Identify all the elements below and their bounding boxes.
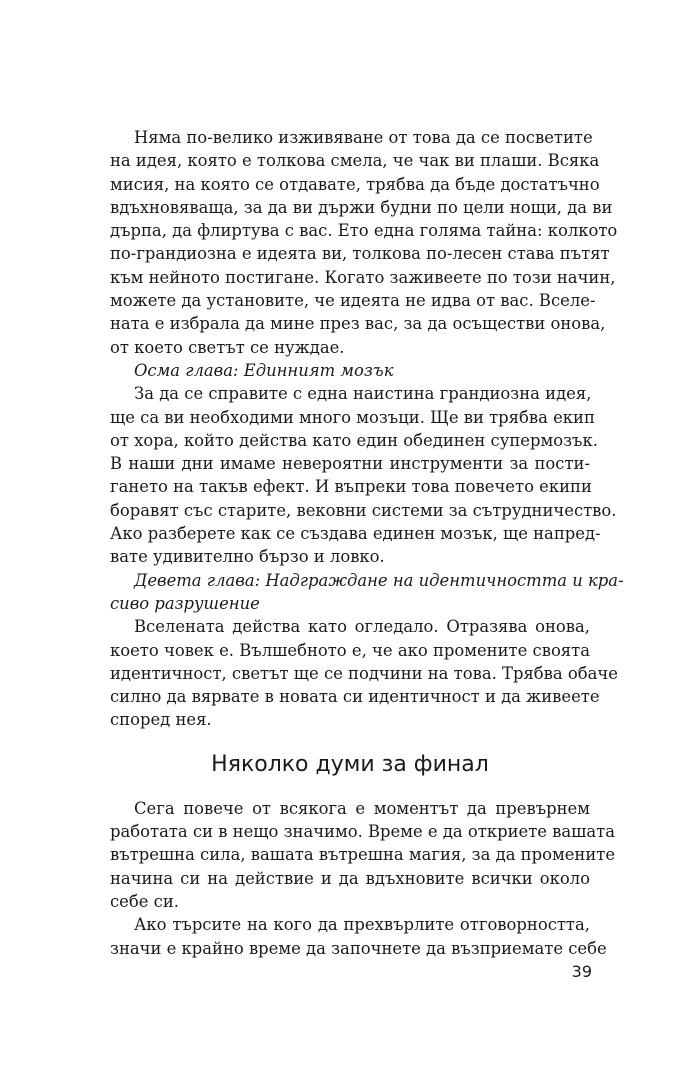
page-number: 39: [571, 962, 592, 981]
page-body: [110, 126, 624, 960]
text-line: вате удивително бързо и ловко.: [110, 547, 385, 567]
text-line: работата си в нещо значимо. Време е да откриете вашата: [110, 822, 616, 842]
text-line: от което светът се нуждае.: [110, 337, 345, 357]
text-line: Вселената действа като огледало. Отразява онова,: [134, 617, 590, 637]
text-line: Няма по-велико изживяване от това да се посветите: [134, 128, 593, 147]
text-line: вдъхновяваща, за да ви държи будни по цели нощи, да ви: [110, 197, 613, 217]
text-line: към нейното постигане. Когато заживеете по този начин,: [110, 267, 616, 287]
text-line: по-грандиозна е идеята ви, толкова по-лесен става пътят: [110, 244, 610, 264]
paragraph-responsibility: [110, 913, 607, 960]
text-line: ще са ви необходими много мозъци. Ще ви трябва екип: [110, 407, 595, 427]
text-line: себе си.: [110, 891, 179, 911]
text-line: сиво разрушение: [110, 593, 260, 613]
text-line: според нея.: [110, 710, 212, 730]
text-line: вътрешна сила, вашата вътрешна магия, за да промените: [110, 845, 616, 865]
text-line: боравят със старите, вековни системи за сътрудничество.: [110, 500, 617, 520]
text-line: За да се справите с една наистина грандиозна идея,: [134, 384, 592, 404]
text-line: ната е избрала да мине през вас, за да осъществи онова,: [110, 314, 606, 334]
text-line: мисия, на която се отдавате, трябва да бъде достатъчно: [110, 174, 600, 194]
text-line: значи е крайно време да започнете да възприемате себе: [110, 938, 607, 958]
text-line: гането на такъв ефект. И въпреки това повечето екипи: [110, 477, 592, 497]
text-line: Девета глава: Надграждане на идентичността и кра-: [134, 570, 624, 590]
paragraph-unified-brain: [110, 382, 617, 568]
text-line: Ако разберете как се създава единен мозък, ще напред-: [110, 524, 601, 544]
text-line: идентичност, светът ще се подчини на това. Трябва обаче: [110, 663, 618, 683]
section-heading: Няколко думи за финал: [211, 751, 489, 777]
text-line: начина си на действие и да вдъхновите всички около: [110, 868, 590, 888]
chapter-9-title: [110, 569, 624, 616]
paragraph-final-words: [110, 797, 616, 913]
text-line: от хора, който действа като един обединен супермозък.: [110, 430, 598, 450]
text-line: дърпа, да флиртува с вас. Ето една голяма тайна: колкото: [110, 221, 618, 241]
paragraph-intro: [110, 126, 618, 359]
text-line: на идея, която е толкова смела, че чак ви плаши. Всяка: [110, 151, 600, 171]
chapter-8-title: Осма глава: Единният мозък: [134, 360, 394, 380]
text-line: Ако търсите на кого да прехвърлите отговорността,: [134, 915, 590, 935]
paragraph-identity: [110, 615, 618, 731]
text-line: силно да вярвате в новата си идентичност и да живеете: [110, 687, 600, 707]
text-line: можете да установите, че идеята не идва от вас. Вселе-: [110, 291, 596, 311]
text-line: Сега повече от всякога е моментът да превърнем: [134, 798, 590, 818]
text-line: В наши дни имаме невероятни инструменти за пости-: [110, 454, 590, 474]
text-line: което човек е. Вълшебното е, че ако промените своята: [110, 640, 590, 660]
